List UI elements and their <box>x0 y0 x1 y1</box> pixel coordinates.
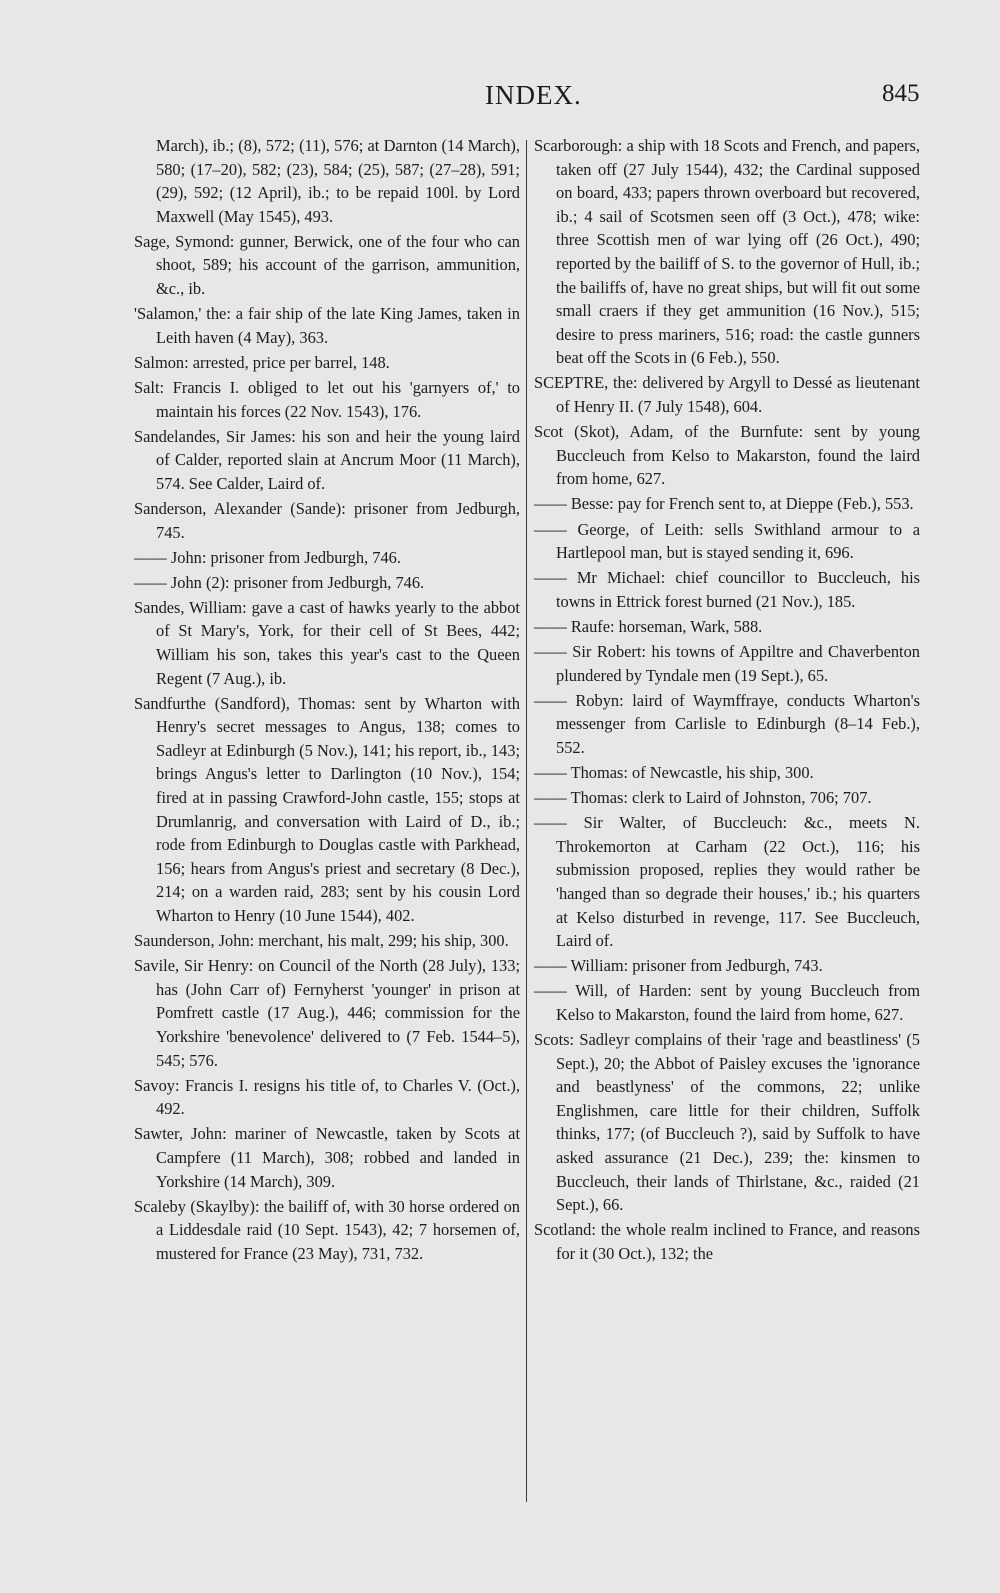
left-index-column <box>134 134 520 1267</box>
running-header-title: INDEX. <box>485 80 582 110</box>
index-entry: —— Besse: pay for French sent to, at Dieppe (Feb.), 553. <box>534 494 914 514</box>
index-entry: Sawter, John: mariner of Newcastle, taken by Scots at Campfere (11 March), 308; robbed and landed in Yorkshire (14 March), 309. <box>134 1124 520 1191</box>
index-entry: —— Will, of Harden: sent by young Buccleuch from Kelso to Makarston, found the laird from home, 627. <box>534 981 920 1024</box>
index-entry: Sandelandes, Sir James: his son and heir the young laird of Calder, reported slain at Ancrum Moor (11 March), 574. See Calder, Laird of. <box>134 426 520 493</box>
index-entry: —— William: prisoner from Jedburgh, 743. <box>534 956 823 976</box>
index-entry: Scots: Sadleyr complains of their 'rage and beastliness' (5 Sept.), 20; the Abbot of Paisley excuses the 'ignorance and beastlyness' of the commons, 22; unlike Englishmen, care little for their children, Suffolk thinks, 177; (of Buccleuch ?), said by Suffolk to have asked assurance (21 Dec.), 239; the: kinsmen to Buccleuch, their lands of Thirlstane, &c., raided (21 Sept.), 66. <box>534 1029 920 1215</box>
index-entry: Sage, Symond: gunner, Berwick, one of the four who can shoot, 589; his account of the garrison, ammunition, &c., ib. <box>134 231 520 299</box>
index-entry: Savile, Sir Henry: on Council of the North (28 July), 133; has (John Carr of) Fernyherst 'younger' in prison at Pomfrett castle (17 Aug.), 446; commission for the Yorkshire 'benevolence' delivered to (7 Feb. 1544–5), 545; 576. <box>134 956 520 1070</box>
right-index-column <box>534 134 920 1267</box>
index-entry: Saunderson, John: merchant, his malt, 299; his ship, 300. <box>134 931 509 951</box>
index-entry: —— Sir Robert: his towns of Appiltre and Chaverbenton plundered by Tyndale men (19 Sept.), 65. <box>534 641 920 685</box>
index-entry: Scarborough: a ship with 18 Scots and French, and papers, taken off (27 July 1544), 432; the Cardinal supposed on board, 433; papers thrown overboard but recovered, ib.; 4 sail of Scotsmen seen off (3 Oct.), 478; wike: three Scottish men of war lying off (26 Oct.), 490; reported by the bailiff of S. to the governor of Hull, ib.; the bailiffs of, have no great ships, but will fit out some small craers if they get ammunition (16 Nov.), 515; desire to press mariners, 516; road: the castle gunners beat off the Scots in (6 Feb.), 550. <box>534 136 920 368</box>
index-entry: Scaleby (Skaylby): the bailiff of, with 30 horse ordered on a Liddesdale raid (10 Sept. 1543), 42; 7 horsemen of, mustered for France (23 May), 731, 732. <box>134 1196 520 1263</box>
index-entry: March), ib.; (8), 572; (11), 576; at Darnton (14 March), 580; (17–20), 582; (23), 584; (25), 587; (27–28), 591; (29), 592; (12 April), ib.; to be repaid 100l. by Lord Maxwell (May 1545), 493. <box>156 136 520 226</box>
index-entry: Savoy: Francis I. resigns his title of, to Charles V. (Oct.), 492. <box>134 1075 520 1119</box>
column-divider <box>526 140 527 1502</box>
index-entry: —— John: prisoner from Jedburgh, 746. <box>134 547 401 567</box>
index-entry: Scot (Skot), Adam, of the Burnfute: sent by young Buccleuch from Kelso to Makarston, found the laird from home, 627. <box>534 422 920 489</box>
index-entry: —— Thomas: of Newcastle, his ship, 300. <box>534 762 814 782</box>
index-entry: Sandes, William: gave a cast of hawks yearly to the abbot of St Mary's, York, for their cell of St Bees, 442; William his son, takes this year's cast to the Queen Regent (7 Aug.), ib. <box>134 597 520 688</box>
index-entry: SCEPTRE, the: delivered by Argyll to Dessé as lieutenant of Henry II. (7 July 1548), 604. <box>534 373 920 417</box>
index-entry: Salmon: arrested, price per barrel, 148. <box>134 352 390 372</box>
index-entry: —— Mr Michael: chief councillor to Buccleuch, his towns in Ettrick forest burned (21 Nov.), 185. <box>534 568 920 611</box>
index-entry: Scotland: the whole realm inclined to France, and reasons for it (30 Oct.), 132; the <box>534 1220 920 1263</box>
index-entry: Salt: Francis I. obliged to let out his 'garnyers of,' to maintain his forces (22 Nov. 1543), 176. <box>134 377 520 421</box>
index-entry: —— Raufe: horseman, Wark, 588. <box>534 616 763 636</box>
index-entry: —— Thomas: clerk to Laird of Johnston, 706; 707. <box>534 788 872 808</box>
index-entry: —— Robyn: laird of Waymffraye, conducts Wharton's messenger from Carlisle to Edinburgh (8–14 Feb.), 552. <box>534 690 920 757</box>
index-entry: Sanderson, Alexander (Sande): prisoner from Jedburgh, 745. <box>134 498 520 542</box>
index-entry: —— George, of Leith: sells Swithland armour to a Hartlepool man, but is stayed sending it, 696. <box>534 519 920 563</box>
index-entry: Sandfurthe (Sandford), Thomas: sent by Wharton with Henry's secret messages to Angus, 138; comes to Sadleyr at Edinburgh (5 Nov.), 141; his report, ib., 143; brings Angus's letter to Darlington (10 Nov.), 154; fired at in passing Crawford-John castle, 155; stops at Drumlanrig, and conversation with Laird of D., ib.; rode from Edinburgh to Douglas castle with Parkhead, 156; hears from Angus's priest and secretary (8 Dec.), 214; on a warden raid, 283; sent by his cousin Lord Wharton to Henry (10 June 1544), 402. <box>134 693 520 925</box>
page-number: 845 <box>882 80 920 107</box>
index-entry: —— Sir Walter, of Buccleuch: &c., meets N. Throkemorton at Carham (22 Oct.), 116; his submission proposed, replies they would rather be 'hanged than so degrade their houses,' ib.; his quarters at Kelso disturbed in revenge, 117. See Buccleuch, Laird of. <box>534 813 920 951</box>
index-entry: 'Salamon,' the: a fair ship of the late King James, taken in Leith haven (4 May), 363. <box>134 304 520 347</box>
index-entry: —— John (2): prisoner from Jedburgh, 746. <box>134 572 425 592</box>
